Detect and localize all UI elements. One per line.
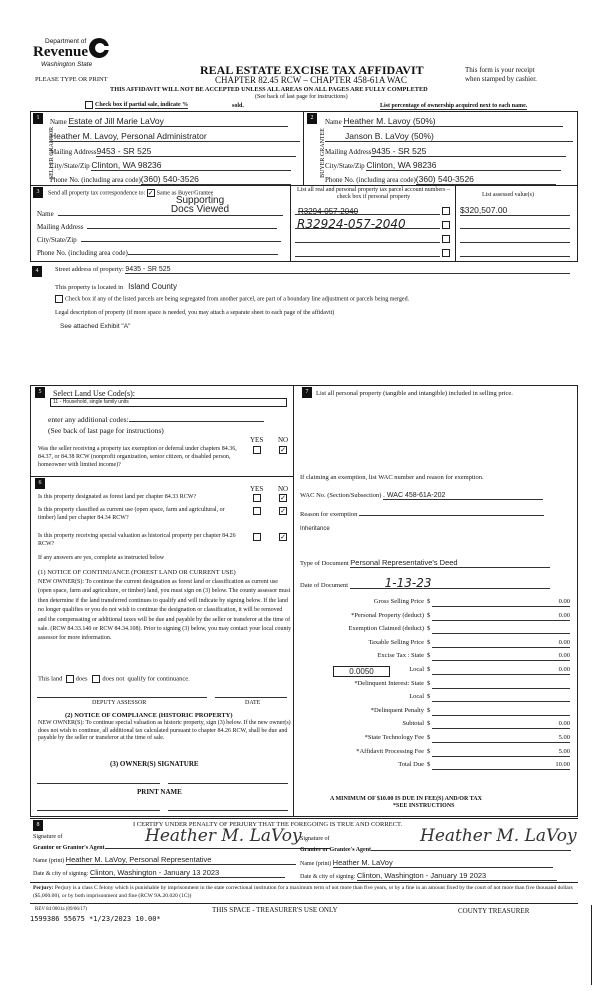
- label: This land: [38, 675, 63, 683]
- signature-line[interactable]: [37, 783, 160, 784]
- print-name-label: PRINT NAME: [137, 788, 182, 796]
- label: Signature of: [300, 836, 330, 842]
- logo-swoosh-icon: [87, 36, 111, 60]
- form-revision: REV 84 0001a (09/06/17): [35, 907, 87, 912]
- tax-row-label: Excise Tax : State: [377, 652, 424, 660]
- dor-logo: [33, 36, 123, 70]
- dollar-sign: $: [427, 720, 431, 728]
- dollar-sign: $: [427, 638, 431, 646]
- buyer-side-label: BUYER GRANTEE: [319, 128, 326, 178]
- logo-text: Revenue: [33, 44, 88, 60]
- label: City/State/Zip: [325, 162, 365, 170]
- tax-row-label: Local: [409, 693, 424, 701]
- section-number: 3: [33, 187, 43, 198]
- yes-header: YES: [250, 436, 264, 444]
- document-type[interactable]: Personal Representative's Deed: [350, 558, 550, 568]
- perjury-text: Perjury is a class C felony which is punishable by imprisonment in the state correctional institution for a maximum term of not more than five years, or by a fine in an amount fixed by the court of not more than five thousand dollars ($5,000.00), or by both imprisonment and fine (RCW 9A.20.020 (1C)): [33, 885, 573, 899]
- label: Name: [50, 118, 67, 126]
- notice-continuance-title: (1) NOTICE OF CONTINUANCE (FOREST LAND OR CURRENT USE): [38, 569, 236, 576]
- divider: [303, 111, 304, 186]
- dollar-sign: $: [427, 666, 431, 673]
- label: Signature of: [33, 834, 63, 840]
- sec3-city-field[interactable]: [81, 234, 281, 242]
- section-number: 7: [302, 387, 312, 398]
- exempt-no-checkbox[interactable]: ✓: [280, 446, 286, 454]
- notice-compliance-title: (2) NOTICE OF COMPLIANCE (HISTORIC PROPERTY): [65, 712, 233, 719]
- partial-sale-checkbox[interactable]: [85, 101, 188, 109]
- tax-row-value[interactable]: 5.00: [432, 748, 570, 757]
- assessed-line: [460, 228, 570, 229]
- section-number: 6: [35, 478, 45, 489]
- tax-row-value[interactable]: 10.00: [432, 761, 570, 770]
- tax-row-value[interactable]: [432, 707, 570, 716]
- divider: [290, 185, 291, 262]
- dollar-sign: $: [427, 679, 431, 687]
- deputy-label: DEPUTY ASSESSOR: [92, 700, 147, 706]
- label: Type of Document: [300, 560, 349, 567]
- tax-row-value[interactable]: 5.00: [432, 734, 570, 743]
- personal-property-checkbox[interactable]: [442, 235, 450, 243]
- perjury-notice: [33, 884, 578, 900]
- list-pct: List percentage of ownership acquired next to each name.: [380, 103, 528, 109]
- logo-text: Washington State: [41, 61, 93, 68]
- buyer-mail[interactable]: 9435 - SR 525: [371, 146, 566, 157]
- label: This property is located in: [55, 284, 124, 291]
- current-use-question: Is this property classified as current use (open space, farm and agricultural, or timber) land per chapter 84.34 RCW?: [38, 507, 225, 521]
- print-line[interactable]: [37, 810, 160, 811]
- personal-property-checkbox[interactable]: [442, 207, 450, 215]
- personal-property-checkbox[interactable]: [442, 249, 450, 257]
- assessed-line: [460, 256, 570, 257]
- no-header: NO: [278, 436, 289, 444]
- buyer-name-2[interactable]: Janson B. LaVoy (50%): [325, 131, 573, 142]
- document-date[interactable]: 1-13-23: [350, 578, 550, 589]
- signature-line[interactable]: [168, 783, 288, 784]
- no-header: NO: [278, 485, 289, 493]
- exemption-claim-label: If claiming an exemption, list WAC number and reason for exemption.: [300, 474, 484, 481]
- date-line: [215, 697, 287, 698]
- edge-line: [591, 905, 592, 985]
- buyer-name[interactable]: Heather M. Lavoy (50%): [343, 116, 563, 127]
- divider: [455, 185, 456, 262]
- grantee-signature: Heather M. LaVoy: [420, 826, 577, 846]
- street-address[interactable]: 9435 - SR 525: [125, 266, 570, 274]
- section-number: 1: [33, 113, 43, 124]
- grantor-date-city[interactable]: Clinton, Washington - January 13 2023: [90, 868, 285, 878]
- tax-row-label: *State Technology Fee: [364, 734, 424, 741]
- parcel-number[interactable]: R32924-057-2040: [297, 217, 406, 231]
- dollar-sign: $: [427, 706, 431, 714]
- grantor-print-name[interactable]: Heather M. LaVoy, Personal Representative: [66, 855, 296, 865]
- historic-no-checkbox[interactable]: ✓: [280, 533, 286, 541]
- logo-text: Department of: [45, 38, 87, 45]
- seller-name[interactable]: Estate of Jill Marie LaVoy: [68, 116, 288, 127]
- divider: [30, 476, 293, 477]
- divider: [30, 903, 578, 904]
- label: Name: [37, 210, 54, 218]
- label: City/State/Zip: [37, 236, 77, 244]
- if-yes-note: If any answers are yes, complete as instructed below: [38, 555, 165, 561]
- seller-city[interactable]: Clinton, WA 98236: [91, 160, 291, 171]
- land-use-code-select[interactable]: 11 - Household, single family units: [50, 398, 287, 407]
- see-instructions: *SEE INSTRUCTIONS: [393, 803, 455, 809]
- does-checkbox[interactable]: [66, 675, 74, 683]
- label: Mailing Address: [50, 148, 97, 156]
- grantor-signature: Heather M. LaVoy: [145, 826, 302, 846]
- segregated-checkbox[interactable]: [55, 295, 409, 303]
- label: Mailing Address: [37, 223, 84, 231]
- seller-name-2[interactable]: Heather M. Lavoy, Personal Administrator: [50, 131, 300, 142]
- historic-yes-checkbox[interactable]: [253, 533, 261, 541]
- section-number: 5: [35, 387, 45, 398]
- seller-phone[interactable]: (360) 540-3526: [141, 174, 291, 185]
- tax-row-label: Gross Selling Price: [373, 598, 424, 605]
- label: does not: [102, 675, 125, 683]
- exempt-yes-checkbox[interactable]: [253, 446, 261, 454]
- tax-row-value[interactable]: 0.00: [432, 639, 570, 648]
- notice-compliance-text: NEW OWNER(S): To continue special valuation as historic property, sign (3) below. If the new owner(s) does not wish to continue, all additional tax calculated pursuant to chapter 84.26 RCW, shall be due and payable by the seller or transferor at the time of sale.: [38, 720, 291, 741]
- treasurer-use-label: THIS SPACE - TREASURER'S USE ONLY: [212, 906, 338, 914]
- dollar-sign: $: [427, 761, 431, 769]
- label: does: [75, 675, 88, 683]
- certify-statement: I CERTIFY UNDER PENALTY OF PERJURY THAT THE FOREGOING IS TRUE AND CORRECT.: [133, 821, 403, 828]
- tax-row-value[interactable]: [432, 625, 570, 634]
- label: Same as Buyer/Grantee: [156, 190, 214, 197]
- additional-codes-input[interactable]: [129, 414, 264, 422]
- legal-label: Legal description of property (if more space is needed, you may attach a separate sheet to each page of the affidavit): [55, 310, 335, 316]
- dollar-sign: $: [427, 693, 431, 701]
- exemption-question: Was the seller receiving a property tax exemption or deferral under chapters 84.36, 84.37, or 84.38 RCW (nonprofit organization, senior citizen, or disabled person, homeowner with limited income)?: [38, 446, 237, 468]
- tax-row-label: Taxable Selling Price: [368, 638, 424, 646]
- parcel-struck: R3294-057-2040: [298, 207, 359, 216]
- label: Phone No. (including area code): [37, 249, 128, 257]
- sec3-phone-field[interactable]: [128, 247, 278, 255]
- date-label: DATE: [245, 700, 261, 706]
- minimum-note: A MINIMUM OF $10.00 IS DUE IN FEE(S) AND/OR TAX: [330, 796, 482, 802]
- notice-continuance-text: NEW OWNER(S): To continue the current designation as forest land or classification as current use (open space, farm and agriculture, or timber) land, you must sign on (3) below. The county assessor must then determine if the land transferred continues to qualify and will indicate by signing below. If the land no longer qualifies or you do not wish to continue the designation or classification, it will be removed and the compensating or additional taxes will be due and payable by the seller or transferor at the time of sale. (RCW 84.33.140 or RCW 84.34.108). Prior to signing (3) below, you may contact your local county assessor for more information.: [38, 579, 292, 642]
- reason-line[interactable]: [359, 509, 544, 516]
- receipt-note: when stamped by cashier.: [465, 75, 537, 83]
- historic-question: Is this property receiving special valuation as historical property per chapter 84.26 RCW?: [38, 533, 236, 547]
- tax-row-label: Subtotal: [402, 720, 424, 728]
- dollar-sign: $: [427, 611, 431, 619]
- parcel-header: List all real and personal property tax parcel account numbers – check box if personal property: [297, 187, 450, 200]
- label: City/State/Zip: [50, 162, 90, 170]
- tax-row-value[interactable]: [432, 680, 570, 689]
- tax-row-value[interactable]: [432, 693, 570, 702]
- dollar-sign: $: [427, 625, 431, 633]
- dollar-sign: $: [427, 598, 431, 605]
- legal-description[interactable]: See attached Exhibit "A": [60, 323, 131, 330]
- tax-row-label: Local: [409, 666, 424, 673]
- tax-row-label: *Delinquent Interest: State: [354, 679, 424, 687]
- divider: [293, 385, 294, 817]
- seller-mail[interactable]: 9453 - SR 525: [96, 146, 296, 157]
- label: Phone No. (including area code): [325, 176, 416, 184]
- buyer-phone[interactable]: (360) 540-3526: [416, 174, 556, 185]
- label: Grantee or Grantee's Agent: [300, 847, 372, 853]
- partial-label: Check box if partial sale, indicate %: [95, 102, 189, 109]
- assessed-header: List assessed value(s): [482, 192, 534, 198]
- tax-row-value[interactable]: 0.00: [432, 652, 570, 661]
- exemption-reason[interactable]: Inheritance: [300, 526, 330, 532]
- label: Phone No. (including area code): [50, 176, 141, 184]
- tax-row-label: *Delinquent Penalty: [370, 706, 424, 714]
- tax-row-label: *Affidavit Processing Fee: [356, 747, 424, 755]
- warning: THIS AFFIDAVIT WILL NOT BE ACCEPTED UNLESS ALL AREAS ON ALL PAGES ARE FULLY COMPLETED: [110, 86, 428, 93]
- personal-property-label: List all personal property (tangible and intangible) included in selling price.: [316, 390, 513, 397]
- current-use-yes-checkbox[interactable]: [253, 507, 261, 515]
- label: Perjury:: [33, 885, 54, 891]
- chapter-line: CHAPTER 82.45 RCW – CHAPTER 458-61A WAC: [215, 75, 407, 85]
- label: Date of Document: [300, 582, 349, 589]
- label: Date & city of signing:: [33, 871, 89, 877]
- form-title: REAL ESTATE EXCISE TAX AFFIDAVIT: [200, 63, 424, 77]
- tax-row-value[interactable]: 0.00: [432, 666, 570, 675]
- county-treasurer-label: COUNTY TREASURER: [458, 907, 530, 915]
- sec3-name-field[interactable]: [58, 208, 283, 216]
- label: Reason for exemption: [300, 511, 358, 518]
- same-as-buyer-checkbox[interactable]: ✓: [147, 189, 154, 197]
- sold-label: sold.: [232, 103, 244, 109]
- sec3-mail-field[interactable]: [87, 221, 277, 229]
- receipt-stamp: 1599386 55675 *1/23/2023 10.00*: [30, 915, 161, 923]
- tax-row-label: *Personal Property (deduct): [351, 611, 424, 619]
- dollar-sign: $: [427, 734, 431, 741]
- dollar-sign: $: [427, 652, 431, 660]
- land-use-label: Select Land Use Code(s):: [53, 389, 135, 398]
- supporting-docs-stamp: Supporting Docs Viewed: [170, 195, 230, 215]
- label: Name (print): [33, 858, 65, 864]
- section-number: 8: [33, 820, 43, 831]
- assessed-line: [460, 242, 570, 243]
- seller-side-label: SELLER GRANTOR: [49, 126, 56, 180]
- section-number: 2: [307, 113, 317, 124]
- divider: [30, 818, 578, 819]
- label: WAC No. (Section/Subsection): [300, 492, 382, 499]
- yes-header: YES: [250, 485, 264, 493]
- label: Date & city of signing:: [300, 874, 356, 880]
- please-type: PLEASE TYPE OR PRINT: [35, 76, 108, 83]
- grantee-print-name[interactable]: Heather M. LaVoy: [333, 858, 553, 868]
- personal-property-checkbox[interactable]: [442, 221, 450, 229]
- divider: [30, 882, 578, 883]
- dollar-sign: $: [427, 747, 431, 755]
- see-back: (See back of last page for instructions): [48, 426, 164, 435]
- county[interactable]: Island County: [128, 282, 178, 291]
- forest-question: Is this property designated as forest land per chapter 84.33 RCW?: [38, 494, 197, 500]
- label: Name (print): [300, 861, 332, 867]
- label: qualify for continuance.: [127, 675, 190, 683]
- label: Street address of property:: [55, 266, 124, 273]
- print-line[interactable]: [168, 810, 288, 811]
- tax-row-value[interactable]: 0.00: [432, 720, 570, 729]
- label: Grantor or Grantor's Agent: [33, 845, 105, 851]
- tax-row-value[interactable]: 0.00: [432, 612, 570, 621]
- local-rate-field[interactable]: 0.0050: [333, 666, 390, 677]
- label: Mailing Address: [325, 148, 372, 156]
- wac-number[interactable]: . WAC 458-61A-202: [383, 492, 543, 500]
- tax-row-label: Total Due: [398, 761, 424, 769]
- label: Check box if any of the listed parcels are being segregated from another parcel, are part of a boundary line adjustment or parcels being merged.: [65, 296, 410, 303]
- see-back: (See back of last page for instructions): [255, 94, 348, 100]
- does-not-checkbox[interactable]: [92, 675, 100, 683]
- current-use-no-checkbox[interactable]: ✓: [280, 507, 286, 515]
- forest-no-checkbox[interactable]: ✓: [280, 494, 286, 502]
- grantee-date-city[interactable]: Clinton, Washington - January 19 2023: [357, 871, 557, 881]
- section-number: 4: [32, 266, 42, 277]
- owner-signature-label: (3) OWNER(S) SIGNATURE: [110, 760, 199, 768]
- label: Name: [325, 118, 342, 126]
- forest-yes-checkbox[interactable]: [253, 494, 261, 502]
- tax-row-label: Exemption Claimed (deduct): [348, 625, 424, 633]
- assessed-value[interactable]: $320,507.00: [460, 205, 570, 216]
- receipt-note: This form is your receipt: [465, 66, 535, 74]
- buyer-city[interactable]: Clinton, WA 98236: [366, 160, 561, 171]
- label: enter any additional codes:: [48, 415, 129, 424]
- label: Send all property tax correspondence to:: [48, 190, 146, 197]
- tax-row-value[interactable]: 0.00: [432, 598, 570, 607]
- deputy-line: [37, 697, 207, 698]
